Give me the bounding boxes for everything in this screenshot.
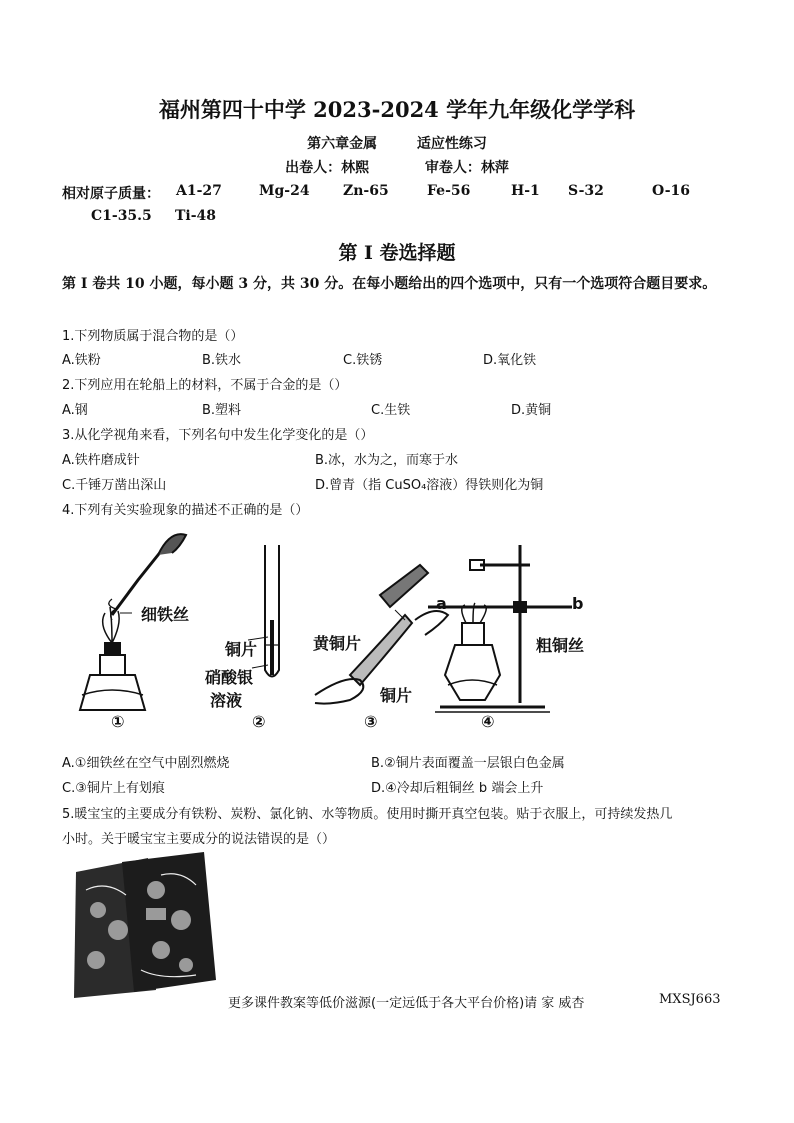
fig3-label-copper: 铜片 — [380, 686, 413, 705]
fig2-label-copper: 铜片 — [225, 640, 258, 659]
question-2-option-a: A.钢 — [62, 403, 88, 418]
fig4-label-b: b — [572, 594, 584, 613]
question-3-stem: 3.从化学视角来看，下列名句中发生化学变化的是（） — [62, 428, 374, 443]
fig4-number: ④ — [481, 712, 495, 731]
iron-stand-figure-4 — [428, 545, 572, 712]
question-2-option-c: C.生铁 — [371, 403, 411, 418]
atomic-mass-item: S-32 — [568, 183, 604, 199]
question-4-stem: 4.下列有关实验现象的描述不正确的是（） — [62, 503, 309, 518]
fig4-label-a: a — [436, 594, 447, 613]
fig4-label-wire: 粗铜丝 — [536, 636, 585, 655]
question-5-stem-line1: 5.暖宝宝的主要成分有铁粉、炭粉、氯化钠、水等物质。使用时撕开真空包装。贴于衣服上，可持续发热几 — [62, 807, 673, 822]
question-4-option-b: B.②铜片表面覆盖一层银白色金属 — [371, 756, 565, 771]
atomic-mass-item: C1-35.5 — [91, 208, 152, 224]
page-title: 福州第四十中学 2023-2024 学年九年级化学学科 — [158, 97, 636, 122]
question-4-option-d: D.④冷却后粗铜丝 b 端会上升 — [371, 781, 544, 796]
question-2-option-b: B.塑料 — [202, 403, 242, 418]
footer-code: MXSJ663 — [659, 992, 721, 1007]
question-3-option-d: D.曾青（指 CuSO₄溶液）得铁则化为铜 — [315, 478, 544, 493]
section-intro: 第 I 卷共 10 小题，每小题 3 分，共 30 分。在每小题给出的四个选项中，只有一个选项符合题目要求。 — [62, 276, 717, 292]
section-title: 第 I 卷选择题 — [338, 242, 456, 264]
atomic-mass-item: Ti-48 — [175, 208, 217, 224]
question-4-option-c: C.③铜片上有划痕 — [62, 781, 165, 796]
fig2-label-silver-nitrate: 硝酸银 — [205, 668, 254, 687]
fig2-number: ② — [252, 712, 266, 731]
question-1-option-a: A.铁粉 — [62, 353, 101, 368]
atomic-mass-item: H-1 — [511, 183, 540, 199]
question-3-option-b: B.冰，水为之，而寒于水 — [315, 453, 459, 468]
fig3-number: ③ — [364, 712, 378, 731]
question-1-option-b: B.铁水 — [202, 353, 242, 368]
atomic-mass-item: O-16 — [652, 183, 691, 199]
hand-warmer-image — [66, 850, 226, 1000]
question-2-option-d: D.黄铜 — [511, 403, 552, 418]
fig1-number: ① — [111, 712, 125, 731]
atomic-mass-item: Zn-65 — [343, 183, 389, 199]
question-1-stem: 1.下列物质属于混合物的是（） — [62, 329, 244, 344]
author-label: 出卷人：林熙 — [285, 160, 370, 176]
fig2-label-solution: 溶液 — [210, 691, 243, 710]
footer-text: 更多课件教案等低价滋源(一定远低于各大平台价格)请 家 威杏 — [228, 996, 585, 1011]
subtitle-chapter — [0, 133, 794, 153]
atomic-mass-item: Mg-24 — [259, 183, 310, 199]
atomic-mass-item: A1-27 — [176, 183, 222, 199]
subtitle-authors — [0, 157, 794, 177]
question-1-option-d: D.氧化铁 — [483, 353, 537, 368]
atomic-mass-item: Fe-56 — [427, 183, 471, 199]
question-3-option-c: C.千锤万凿出深山 — [62, 478, 167, 493]
practice-label: 适应性练习 — [416, 136, 487, 152]
question-3-option-a: A.铁杵磨成针 — [62, 453, 140, 468]
question-5-stem-line2: 小时。关于暖宝宝主要成分的说法错误的是（） — [62, 832, 336, 847]
question-2-stem: 2.下列应用在轮船上的材料，不属于合金的是（） — [62, 378, 348, 393]
reviewer-label: 审卷人：林萍 — [424, 160, 509, 176]
question-4-option-a: A.①细铁丝在空气中剧烈燃烧 — [62, 756, 230, 771]
atomic-mass-label: 相对原子质量： — [62, 186, 160, 202]
fig3-label-brass: 黄铜片 — [313, 634, 362, 653]
fig1-label: 细铁丝 — [141, 605, 190, 624]
question-1-option-c: C.铁锈 — [343, 353, 383, 368]
chapter-label: 第六章金属 — [307, 136, 378, 152]
